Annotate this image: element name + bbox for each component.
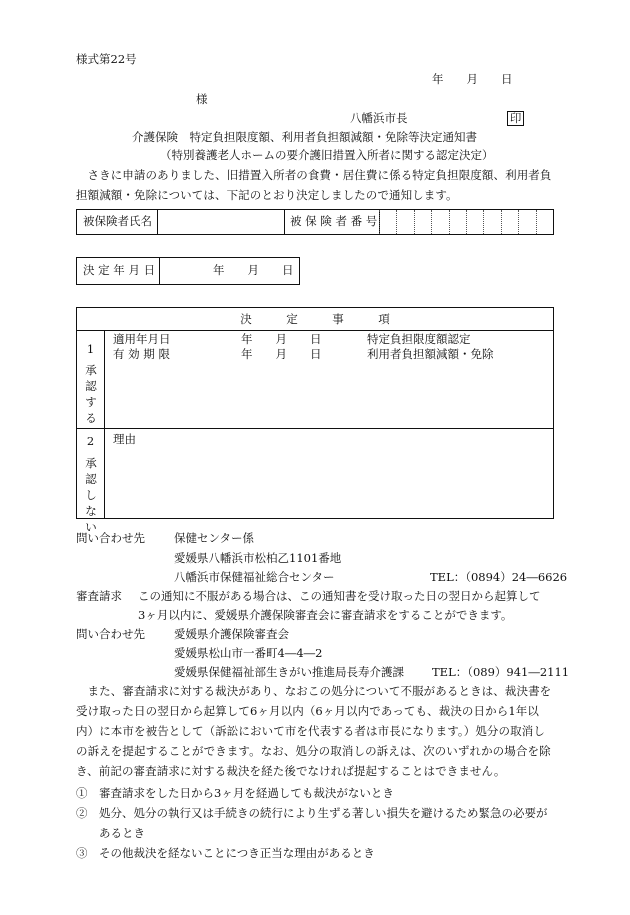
column-divider: [104, 330, 105, 518]
condition-item: ③ その他裁決を経ないことにつき正当な理由があるとき: [76, 846, 375, 860]
deny-label: 承認しない: [85, 456, 97, 534]
intro-text: さきに申請のありました、旧措置入所者の食費・居住費に係る特定負担限度額、利用者負担額減額・免除については、下記のとおり決定しましたので通知します。: [76, 168, 552, 202]
valid-period-value: 年 月 日: [241, 347, 322, 361]
decision-date-box: [76, 257, 300, 285]
decision-date-value: 年 月 日: [213, 263, 294, 277]
insured-info-box: [76, 209, 554, 235]
contact2-address: 愛媛県松山市一番町4―4―2: [174, 646, 323, 660]
document-subtitle: （特別養護老人ホームの要介護旧措置入所者に関する認定決定）: [160, 148, 494, 162]
deny-number: 2: [86, 434, 95, 448]
header-divider: [77, 330, 553, 331]
contact2-tel: TEL：（089）941―2111: [432, 665, 570, 679]
approve-label: 承認する: [85, 363, 97, 425]
contact1-office: 八幡浜市保健福祉総合センター: [174, 570, 335, 584]
contact2-label: 問い合わせ先: [76, 627, 145, 641]
contact2-office: 愛媛県保健福祉部生きがい推進局長寿介護課: [174, 665, 404, 679]
divider: [157, 210, 158, 234]
form-number: 様式第22号: [76, 52, 137, 66]
valid-period-label: 有 効 期 限: [113, 347, 170, 361]
addressee-suffix: 様: [196, 92, 208, 106]
insured-name-label: 被保険者氏名: [83, 214, 152, 228]
contact1-address: 愛媛県八幡浜市松柏乙1101番地: [174, 551, 342, 565]
contact1-tel: TEL：（0894）24―6626: [430, 570, 568, 584]
contact2-dept: 愛媛県介護保険審査会: [174, 627, 289, 641]
contact1-dept: 保健センター係: [174, 531, 255, 545]
contact1-label: 問い合わせ先: [76, 531, 145, 545]
insured-number-label: 被 保 険 者 番 号: [290, 214, 378, 228]
apply-date-value: 年 月 日: [241, 332, 322, 346]
issuer: [350, 111, 524, 126]
decision-date-label: 決 定 年 月 日: [83, 263, 156, 277]
document-title: 介護保険 特定負担限度額、利用者負担額減額・免除等決定通知書: [132, 130, 477, 144]
seal-mark: 印: [507, 111, 525, 126]
review-label: 審査請求: [76, 589, 122, 603]
approve-number: 1: [86, 342, 95, 356]
decision-table: [76, 307, 554, 534]
condition-item: ① 審査請求をした日から3ヶ月を経過しても裁決がないとき: [76, 786, 394, 800]
special-limit-item: 特定負担限度額認定: [367, 332, 471, 346]
review-line2: 3ヶ月以内に、愛媛県介護保険審査会に審査請求をすることができます。: [138, 608, 513, 622]
review-line1: この通知に不服がある場合は、この通知書を受け取った日の翌日から起算して: [138, 589, 541, 603]
condition-item: ② 処分、処分の執行又は手続きの続行により生ずる著しい損失を避けるため緊急の必要があるとき: [76, 806, 548, 840]
decision-table-header: 決 定 事 項: [240, 312, 390, 326]
divider: [284, 210, 285, 234]
reason-label: 理由: [113, 432, 136, 446]
issuer-name: 八幡浜市長: [350, 111, 408, 125]
insured-number-cells: [379, 210, 553, 234]
date-line: 年 月 日: [432, 72, 513, 86]
reduction-item: 利用者負担額減額・免除: [367, 347, 494, 361]
row-divider: [77, 428, 553, 429]
lawsuit-paragraph: また、審査請求に対する裁決があり、なおこの処分について不服があるときは、裁決書を受け取った日の翌日から起算して6ヶ月以内（6ヶ月以内であっても、裁決の日から1年以内）に本市を被告として（訴訟において市を代表する者は市長になります。）処分の取消しの訴えを提起することができます。なお、処分の取消しの訴えは、次のいずれかの場合を除き、前記の審査請求に対する裁決を経た後でなければ提起することはできません。: [76, 684, 552, 778]
divider: [159, 258, 160, 284]
apply-date-label: 適用年月日: [113, 332, 171, 346]
